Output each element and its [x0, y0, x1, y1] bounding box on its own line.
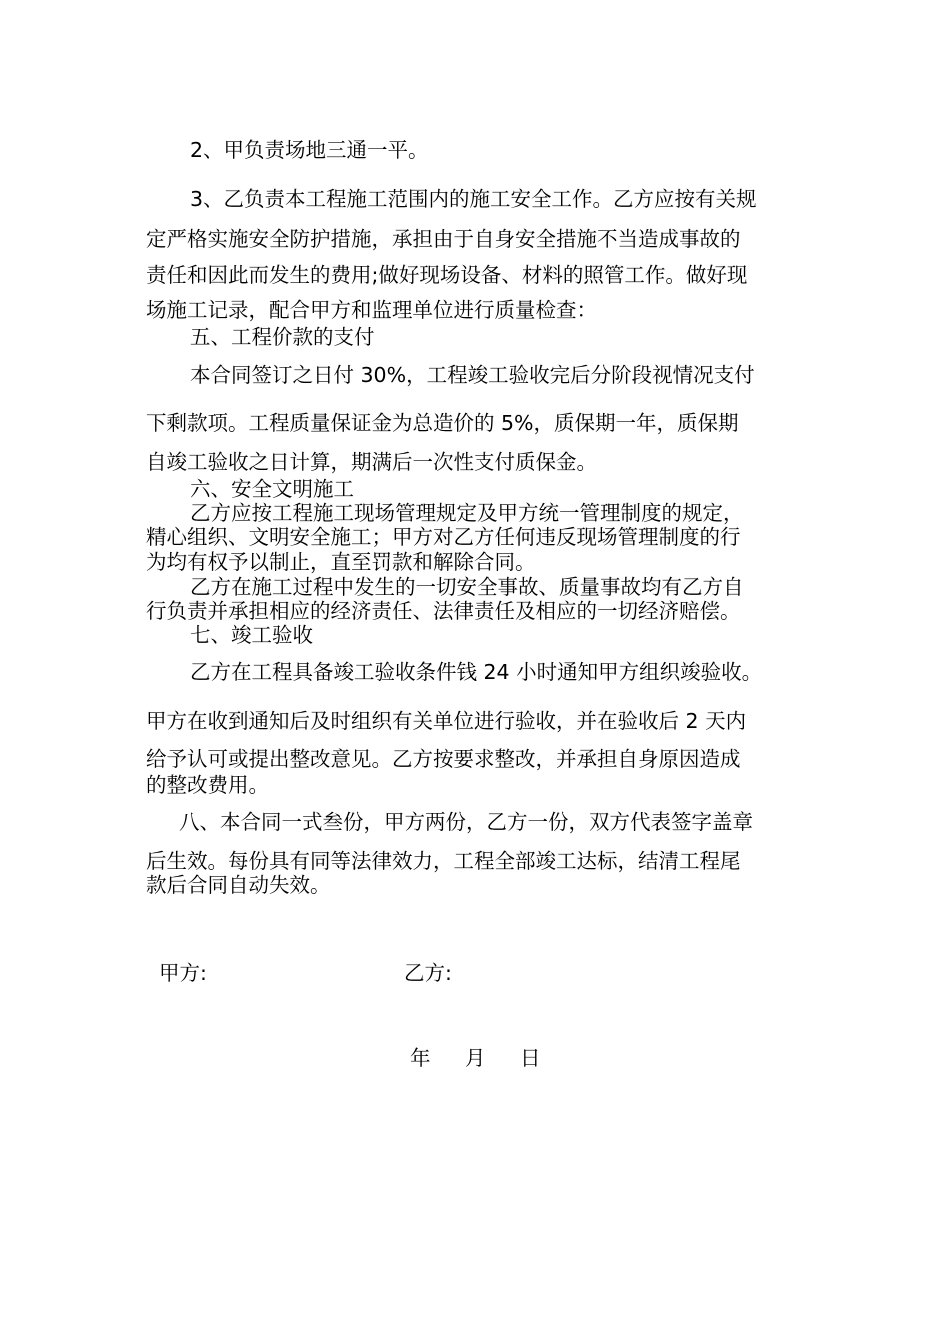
date-month-label: 月 — [465, 1046, 486, 1070]
section-7-line: 乙方在工程具备竣工验收条件钱 24 小时通知甲方组织竣验收。 — [190, 660, 763, 684]
date-year-label: 年 — [410, 1046, 431, 1070]
clause-3-line: 责任和因此而发生的费用;做好现场设备、材料的照管工作。做好现 — [146, 263, 748, 287]
section-8-line: 后生效。每份具有同等法律效力，工程全部竣工达标，结清工程尾 — [146, 849, 741, 873]
clause-3-line: 3、乙负责本工程施工范围内的施工安全工作。乙方应按有关规 — [190, 187, 757, 211]
section-7-line: 甲方在收到通知后及时组织有关单位进行验收，并在验收后 2 天内 — [146, 709, 747, 733]
section-7-line: 的整改费用。 — [146, 773, 269, 797]
section-6-line: 乙方应按工程施工现场管理规定及甲方统一管理制度的规定， — [190, 501, 744, 525]
clause-2-line: 2、甲负责场地三通一平。 — [190, 138, 429, 162]
section-7-line: 给予认可或提出整改意见。乙方按要求整改，并承担自身原因造成 — [146, 747, 741, 771]
section-6-line: 行负责并承担相应的经济责任、法律责任及相应的一切经济赔偿。 — [146, 599, 741, 623]
party-b-label: 乙方: — [404, 961, 452, 985]
section-5-heading: 五、工程价款的支付 — [190, 325, 375, 349]
section-6-line: 乙方在施工过程中发生的一切安全事故、质量事故均有乙方自 — [190, 575, 744, 599]
section-7-heading: 七、竣工验收 — [190, 623, 313, 647]
section-8-line: 款后合同自动失效。 — [146, 873, 331, 897]
section-6-line: 精心组织、文明安全施工；甲方对乙方任何违反现场管理制度的行 — [146, 525, 741, 549]
clause-3-line: 定严格实施安全防护措施，承担由于自身安全措施不当造成事故的 — [146, 227, 741, 251]
section-6-line: 为均有权予以制止，直至罚款和解除合同。 — [146, 550, 536, 574]
section-5-line: 自竣工验收之日计算，期满后一次性支付质保金。 — [146, 450, 597, 474]
section-6-heading: 六、安全文明施工 — [190, 477, 354, 501]
section-8-line: 八、本合同一式叁份，甲方两份，乙方一份，双方代表签字盖章 — [179, 810, 753, 834]
date-day-label: 日 — [520, 1046, 541, 1070]
section-5-line: 下剩款项。工程质量保证金为总造价的 5%，质保期一年，质保期 — [146, 411, 739, 435]
party-a-label: 甲方: — [159, 961, 207, 985]
section-5-line: 本合同签订之日付 30%，工程竣工验收完后分阶段视情况支付 — [190, 363, 755, 387]
clause-3-line: 场施工记录，配合甲方和监理单位进行质量检查： — [146, 298, 597, 322]
